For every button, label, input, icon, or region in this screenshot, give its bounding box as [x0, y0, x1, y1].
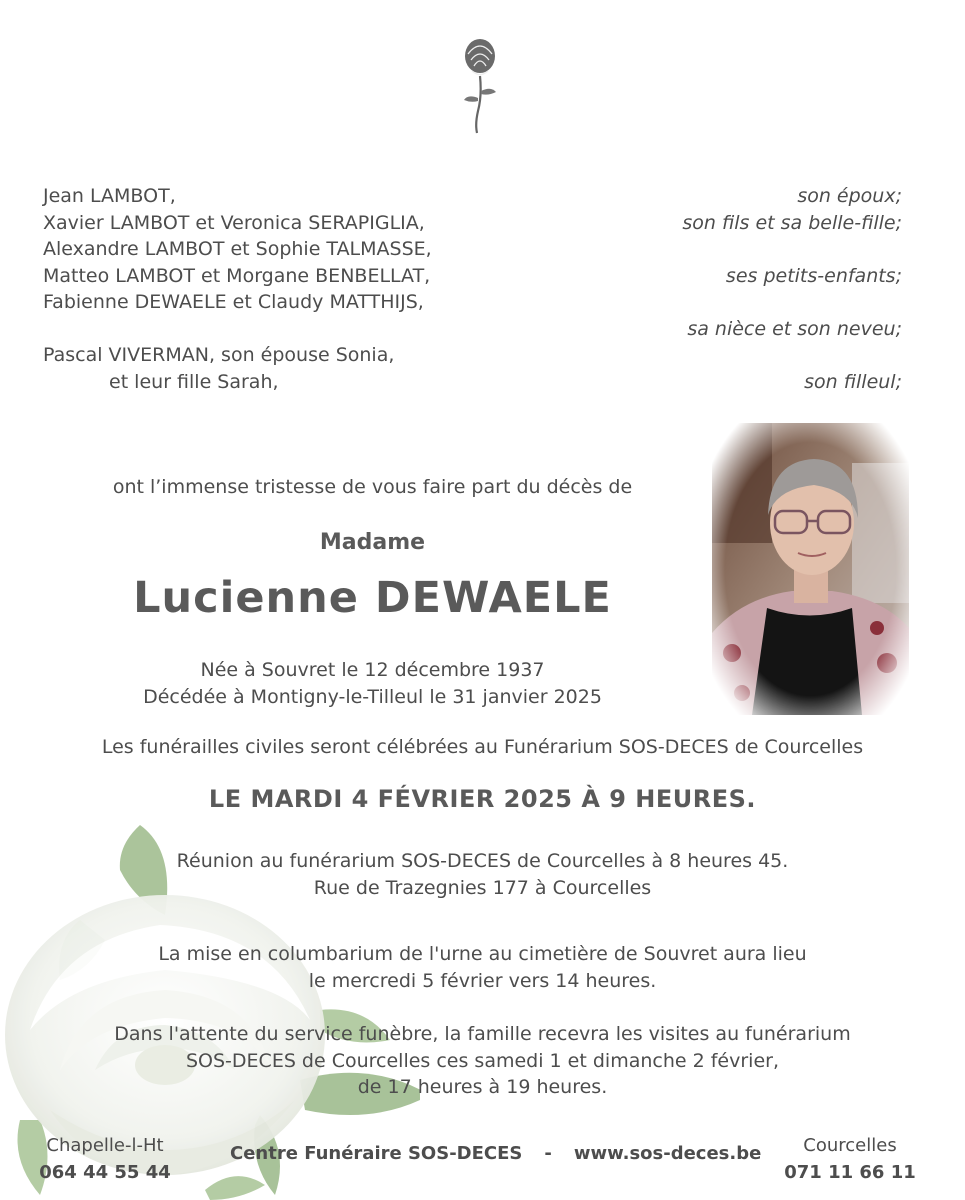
ceremony-date: LE MARDI 4 FÉVRIER 2025 À 9 HEURES.	[208, 785, 757, 813]
funeral-notice: Les funérailles civiles seront célébrées au Funérarium SOS-DECES de Courcelles	[101, 736, 864, 758]
footer-separator: -	[544, 1143, 552, 1164]
meeting-info	[0, 848, 965, 901]
relation-label: son filleul;	[804, 370, 902, 393]
life-dates	[0, 657, 745, 710]
footer-company-line	[230, 1143, 761, 1164]
address-line: Rue de Trazegnies 177 à Courcelles	[313, 876, 652, 899]
visits-info	[0, 1021, 965, 1101]
website-link[interactable]: www.sos-deces.be	[573, 1143, 762, 1164]
death-line: Décédée à Montigny-le-Tilleul le 31 janvier 2025	[143, 685, 602, 708]
relation-label	[682, 342, 902, 369]
footer-left-phone: 064 44 55 44	[39, 1162, 171, 1183]
columbarium-date: le mercredi 5 février vers 14 heures.	[308, 969, 657, 992]
company-name: Centre Funéraire SOS-DECES	[230, 1143, 523, 1164]
family-member: Pascal VIVERMAN, son épouse Sonia,	[43, 344, 395, 366]
relation-label	[682, 289, 902, 316]
relation-label	[682, 236, 902, 263]
footer-right-contact	[780, 1133, 920, 1187]
visits-line: Dans l'attente du service funèbre, la famille recevra les visites au funérarium	[114, 1023, 851, 1045]
intro-text: ont l’immense tristesse de vous faire part du décès de	[112, 476, 633, 498]
birth-line: Née à Souvret le 12 décembre 1937	[200, 659, 545, 681]
relation-label: son époux;	[797, 185, 902, 207]
family-list	[43, 183, 432, 395]
rose-icon	[458, 36, 502, 134]
footer-left-city: Chapelle-l-Ht	[46, 1135, 164, 1156]
footer-right-phone: 071 11 66 11	[784, 1162, 916, 1183]
visits-hours: de 17 heures à 19 heures.	[357, 1076, 608, 1098]
relation-list	[682, 183, 902, 395]
relation-label: ses petits-enfants;	[725, 264, 902, 287]
footer-left-contact	[30, 1133, 180, 1187]
honorific: Madame	[319, 530, 426, 555]
visits-line: SOS-DECES de Courcelles ces samedi 1 et dimanche 2 février,	[185, 1049, 779, 1072]
family-member: Fabienne DEWAELE et Claudy MATTHIJS,	[43, 291, 424, 313]
family-member: et leur fille Sarah,	[109, 370, 279, 393]
family-member: Matteo LAMBOT et Morgane BENBELLAT,	[43, 264, 431, 287]
family-member: Alexandre LAMBOT et Sophie TALMASSE,	[43, 238, 432, 260]
meeting-line: Réunion au funérarium SOS-DECES de Courcelles à 8 heures 45.	[176, 850, 789, 872]
columbarium-info	[0, 941, 965, 994]
relation-label: son fils et sa belle-fille;	[682, 211, 902, 234]
family-member: Xavier LAMBOT et Veronica SERAPIGLIA,	[43, 211, 425, 234]
family-member: Jean LAMBOT,	[43, 185, 176, 207]
footer-right-city: Courcelles	[803, 1135, 897, 1156]
family-spacer	[43, 316, 432, 343]
columbarium-line: La mise en columbarium de l'urne au cimetière de Souvret aura lieu	[158, 943, 807, 965]
deceased-name: Lucienne DEWAELE	[133, 573, 612, 623]
relation-label: sa nièce et son neveu;	[687, 317, 902, 340]
